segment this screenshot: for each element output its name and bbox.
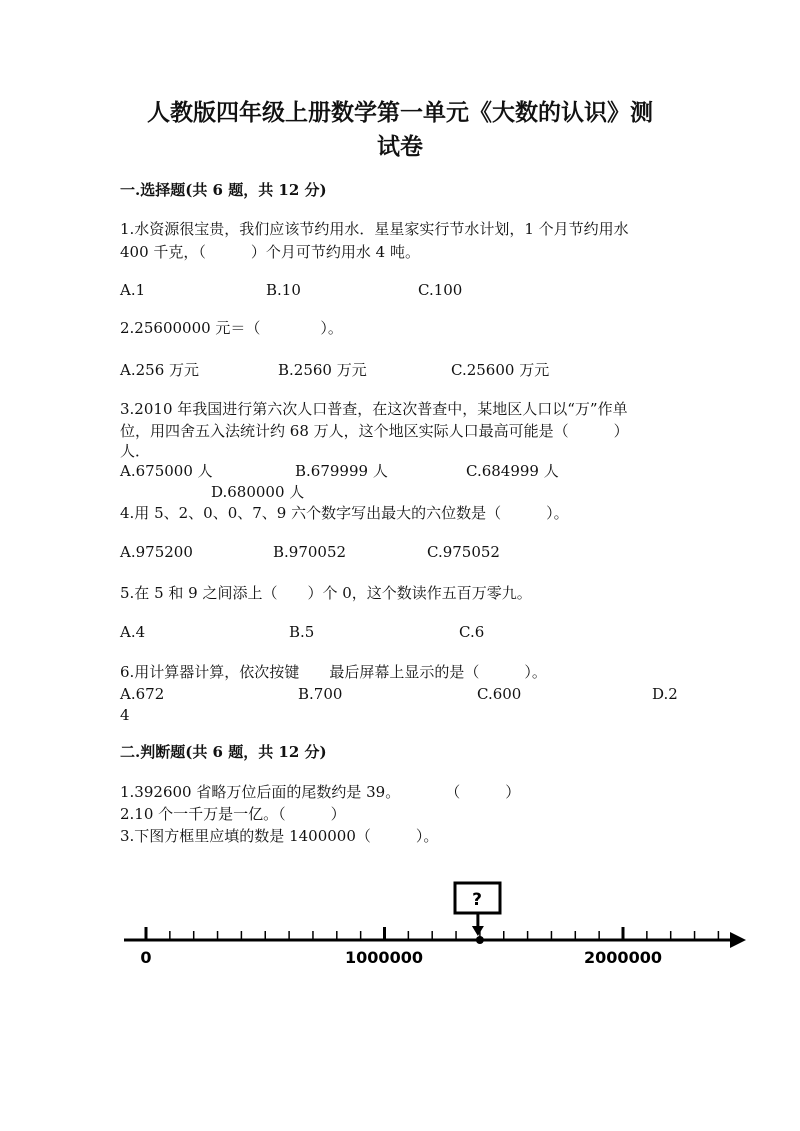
q1-text-line-2: 400 千克，（ ）个月可节约用水 4 吨。 xyxy=(120,243,420,261)
q5-option-b[interactable]: B.5 xyxy=(289,623,315,641)
q6-option-a[interactable]: A.672 xyxy=(120,685,165,703)
number-line-marker-point xyxy=(476,936,484,944)
tick-label-2000000: 2000000 xyxy=(584,948,662,967)
q4-option-a[interactable]: A.975200 xyxy=(120,543,193,561)
q1-option-c[interactable]: C.100 xyxy=(418,281,463,299)
q3-option-b[interactable]: B.679999 人 xyxy=(295,462,388,480)
q3-text-line-3: 人． xyxy=(120,442,151,460)
judge-item-2: 2.10 个一千万是一亿。（ ） xyxy=(120,805,346,823)
q6-option-d[interactable]: D.2 xyxy=(652,685,678,703)
number-line-arrowhead xyxy=(730,932,746,948)
judge-item-1: 1.392600 省略万位后面的尾数约是 39。 （ ） xyxy=(120,783,521,801)
tick-label-1000000: 1000000 xyxy=(345,948,423,967)
answer-box-pointer-arrowhead xyxy=(472,926,484,936)
q1-option-b[interactable]: B.10 xyxy=(266,281,301,299)
q3-option-d[interactable]: D.680000 人 xyxy=(211,483,305,501)
q4-text: 4.用 5、2、0、0、7、9 六个数字写出最大的六位数是（ ）。 xyxy=(120,504,569,522)
q5-option-a[interactable]: A.4 xyxy=(120,623,146,641)
q2-option-b[interactable]: B.2560 万元 xyxy=(278,361,367,379)
q6-option-c[interactable]: C.600 xyxy=(477,685,522,703)
q2-text: 2.25600000 元＝（ ）。 xyxy=(120,319,343,337)
page-title-line-2: 试卷 xyxy=(377,133,423,160)
q5-option-c[interactable]: C.6 xyxy=(459,623,485,641)
q1-text-line-1: 1.水资源很宝贵，我们应该节约用水．星星家实行节水计划，1 个月节约用水 xyxy=(120,220,629,238)
q6-text: 6.用计算器计算，依次按键 最后屏幕上显示的是（ ）。 xyxy=(120,663,547,681)
number-line-ticks xyxy=(146,927,718,940)
q3-text-line-2: 位，用四舍五入法统计约 68 万人，这个地区实际人口最高可能是（ ） xyxy=(120,422,629,440)
q3-text-line-1: 3.2010 年我国进行第六次人口普查，在这次普查中，某地区人口以“万”作单 xyxy=(120,400,628,418)
page-title-line-1: 人教版四年级上册数学第一单元《大数的认识》测 xyxy=(147,99,653,126)
q6-option-d-wrap: 4 xyxy=(120,706,130,724)
judge-item-3: 3.下图方框里应填的数是 1400000（ ）。 xyxy=(120,827,439,845)
q3-option-a[interactable]: A.675000 人 xyxy=(120,462,213,480)
q3-option-c[interactable]: C.684999 人 xyxy=(466,462,559,480)
q5-text: 5.在 5 和 9 之间添上（ ）个 0，这个数读作五百万零九。 xyxy=(120,584,532,602)
q1-option-a[interactable]: A.1 xyxy=(120,281,146,299)
q2-option-c[interactable]: C.25600 万元 xyxy=(451,361,550,379)
q2-option-a[interactable]: A.256 万元 xyxy=(120,361,199,379)
q4-option-c[interactable]: C.975052 xyxy=(427,543,500,561)
tick-label-0: 0 xyxy=(140,948,152,967)
q4-option-b[interactable]: B.970052 xyxy=(273,543,347,561)
answer-box-label: ? xyxy=(472,890,482,910)
section-2-heading: 二.判断题(共 6 题，共 12 分) xyxy=(120,743,327,761)
section-1-heading: 一.选择题(共 6 题，共 12 分) xyxy=(120,181,327,199)
q6-option-b[interactable]: B.700 xyxy=(298,685,343,703)
